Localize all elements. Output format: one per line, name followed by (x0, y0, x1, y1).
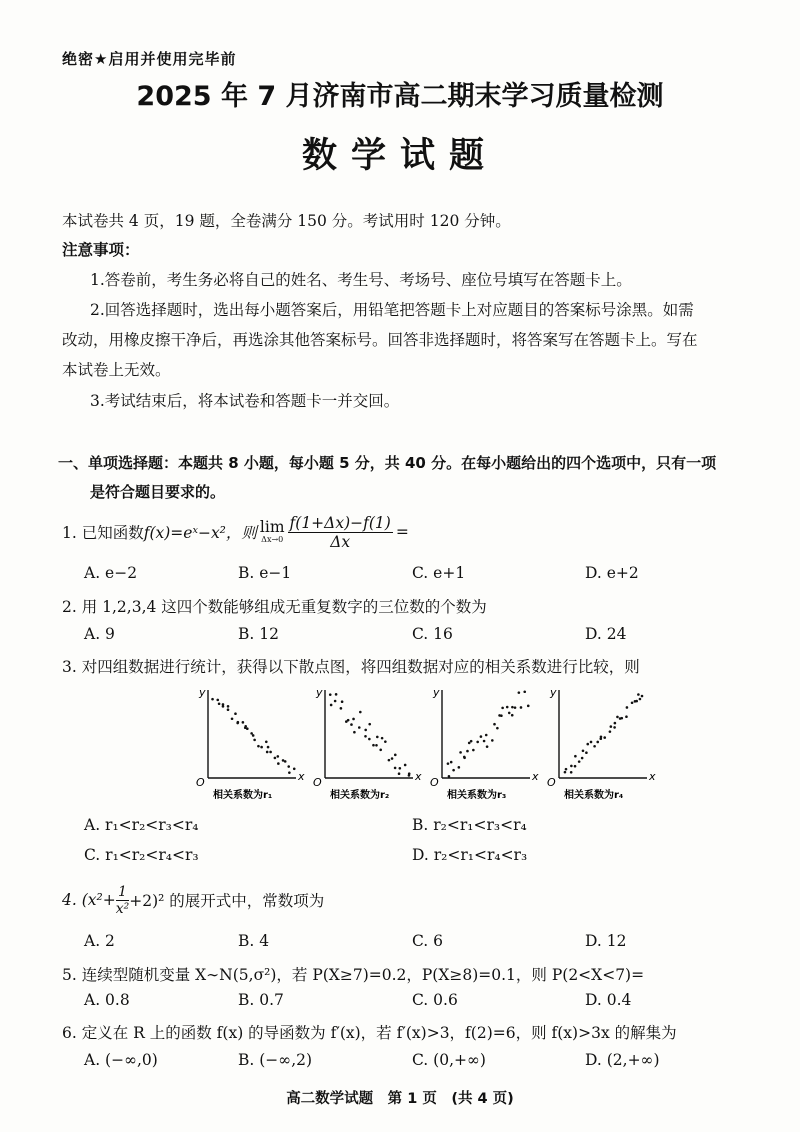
scatter-point (501, 707, 504, 710)
q1-option-a: A. e−2 (84, 564, 138, 582)
scatter-point (458, 766, 461, 769)
scatter-point (523, 690, 526, 693)
question-3-stem: 3. 对四组数据进行统计，获得以下散点图，将四组数据对应的相关系数进行比较，则 (62, 658, 640, 676)
notice-heading: 注意事项： (62, 241, 140, 259)
q4-option-c: C. 6 (412, 932, 444, 950)
scatter-point (570, 765, 573, 768)
scatter-point (376, 736, 379, 739)
scatter-point (593, 745, 596, 748)
scatter-point (277, 755, 280, 758)
scatter-point (330, 704, 333, 707)
scatter-point (450, 761, 453, 764)
scatter-point (511, 714, 514, 717)
scatter-point (626, 706, 629, 709)
scatter-point (603, 736, 606, 739)
q1-suffix: = (395, 523, 409, 541)
scatter-point (476, 741, 479, 744)
scatter-point (398, 772, 401, 775)
scatter-point (496, 727, 499, 730)
scatter-point (329, 693, 332, 696)
question-1-stem (62, 512, 409, 552)
scatter-point (399, 767, 402, 770)
scatter-point (483, 740, 486, 743)
plot-1-origin: O (196, 776, 205, 789)
scatter-point (459, 751, 462, 754)
plot-1-y-label: y (199, 686, 206, 699)
q2-option-c: C. 16 (412, 625, 453, 643)
q3-option-a: A. r₁<r₂<r₃<r₄ (84, 816, 199, 834)
scatter-point (288, 771, 291, 774)
exam-title: 2025 年 7 月济南市高二期末学习质量检测 (136, 81, 664, 112)
scatter-point (578, 760, 581, 763)
scatter-point (244, 725, 247, 728)
scatter-point (637, 693, 640, 696)
scatter-point (472, 749, 475, 752)
scatter-point (234, 712, 237, 715)
scatter-point (364, 735, 367, 738)
scatter-point (518, 691, 521, 694)
plot-4-y-label: y (550, 686, 557, 699)
scatter-point (596, 741, 599, 744)
q1-prefix: 1. 已知函数 (62, 524, 144, 542)
scatter-point (368, 723, 371, 726)
scatter-point (384, 740, 387, 743)
scatter-point (599, 737, 602, 740)
scatter-point (352, 718, 355, 721)
section-1-heading-cont: 是符合题目要求的。 (90, 483, 226, 501)
scatter-point (394, 767, 397, 770)
question-4-stem (62, 878, 324, 922)
scatter-point (613, 726, 616, 729)
q6-option-c: C. (0,+∞) (412, 1051, 486, 1069)
notice-item-2-line-2: 改动，用橡皮擦干净后，再选涂其他答案标号。回答非选择题时，将答案写在答题卡上。写在 (62, 331, 698, 349)
plot-2-origin: O (313, 776, 322, 789)
q3-option-b: B. r₂<r₁<r₃<r₄ (412, 816, 527, 834)
section-1-heading: 一、单项选择题：本题共 8 小题，每小题 5 分，共 40 分。在每小题给出的四个选项中，只有一项 (58, 454, 717, 472)
scatter-point (375, 744, 378, 747)
scatter-point (570, 771, 573, 774)
scatter-point (394, 754, 397, 757)
scatter-point (582, 750, 585, 753)
scatter-point (250, 732, 253, 735)
scatter-point (222, 705, 225, 708)
scatter-point (508, 712, 511, 715)
plot-3-origin: O (430, 776, 439, 789)
scatter-point (468, 742, 471, 745)
scatter-point (639, 698, 642, 701)
scatter-plot-1 (196, 686, 305, 801)
scatter-point (564, 771, 567, 774)
scatter-point (274, 757, 277, 760)
plot-3-y-label: y (433, 686, 440, 699)
scatter-point (391, 757, 394, 760)
q1-denominator: Δx (330, 532, 351, 551)
scatter-point (470, 740, 473, 743)
scatter-point (485, 734, 488, 737)
scatter-plot-3 (430, 686, 539, 801)
q4-denominator: x² (115, 900, 130, 917)
notice-item-1: 1.答卷前，考生务必将自己的姓名、考生号、考场号、座位号填写在答题卡上。 (90, 271, 632, 289)
q1-option-b: B. e−1 (238, 564, 292, 582)
plot-2-caption: 相关系数为r₂ (330, 790, 390, 801)
q4-numerator: 1 (116, 884, 130, 901)
scatter-point (347, 719, 350, 722)
scatter-point (340, 707, 343, 710)
scatter-point (257, 745, 260, 748)
scatter-point (381, 737, 384, 740)
q1-limit (260, 520, 285, 544)
scatter-point (231, 717, 234, 720)
scatter-point (287, 765, 290, 768)
plot-3-x-label: x (532, 770, 539, 783)
page-footer: 高二数学试题 第 1 页 (共 4 页) (286, 1091, 514, 1107)
scatter-point (334, 700, 337, 703)
q5-option-a: A. 0.8 (84, 991, 130, 1009)
notice-item-2-line-1: 2.回答选择题时，选出每小题答案后，用铅笔把答题卡上对应题目的答案标号涂黑。如需 (90, 301, 694, 319)
scatter-point (379, 749, 382, 752)
intro-text: 本试卷共 4 页，19 题，全卷满分 150 分。考试用时 120 分钟。 (62, 212, 511, 230)
scatter-point (616, 716, 619, 719)
scatter-point (514, 706, 517, 709)
subject-title: 数学试题 (301, 136, 498, 176)
scatter-point (358, 726, 361, 729)
plot-2-x-label: x (415, 770, 422, 783)
q2-option-a: A. 9 (84, 625, 115, 643)
scatter-plot-2 (313, 686, 422, 801)
plot-4-x-label: x (649, 770, 656, 783)
scatter-point (341, 700, 344, 703)
scatter-point (635, 700, 638, 703)
scatter-point (277, 762, 280, 765)
scatter-point (614, 722, 617, 725)
scatter-point (236, 722, 239, 725)
q1-option-d: D. e+2 (585, 564, 639, 582)
scatter-point (585, 751, 588, 754)
q1-lim-word: lim (259, 518, 285, 537)
scatter-point (246, 727, 249, 730)
confidential-label: 绝密★启用并使用完毕前 (62, 50, 237, 68)
scatter-point (408, 772, 411, 775)
scatter-point (466, 750, 469, 753)
q4-fraction (116, 884, 130, 917)
scatter-point (364, 729, 367, 732)
q4-option-d: D. 12 (585, 932, 627, 950)
scatter-point (252, 734, 255, 737)
scatter-point (447, 762, 450, 765)
q5-option-c: C. 0.6 (412, 991, 458, 1009)
q4-option-b: B. 4 (238, 932, 270, 950)
q6-option-d: D. (2,+∞) (585, 1051, 660, 1069)
scatter-point (266, 751, 269, 754)
scatter-point (625, 715, 628, 718)
scatter-point (500, 714, 503, 717)
scatter-point (590, 741, 593, 744)
scatter-point (565, 768, 568, 771)
scatter-point (335, 693, 338, 696)
scatter-point (372, 744, 375, 747)
question-6-stem: 6. 定义在 R 上的函数 f(x) 的导函数为 f′(x)，若 f′(x)>3，f(2)=6，则 f(x)>3x 的解集为 (62, 1024, 677, 1042)
q3-option-c: C. r₁<r₂<r₄<r₃ (84, 846, 199, 864)
q1-fraction (288, 514, 393, 551)
scatter-point (491, 739, 494, 742)
q1-lim-sub: Δx→0 (261, 534, 284, 544)
scatter-point (586, 743, 589, 746)
scatter-point (480, 735, 483, 738)
q1-numerator: f(1+Δx)−f(1) (289, 513, 391, 532)
scatter-point (452, 769, 455, 772)
q6-option-b: B. (−∞,2) (238, 1051, 313, 1069)
plot-1-caption: 相关系数为r₁ (213, 790, 273, 801)
q5-option-d: D. 0.4 (585, 991, 632, 1009)
scatter-point (620, 717, 623, 720)
scatter-point (211, 698, 214, 701)
question-2-stem: 2. 用 1,2,3,4 这四个数能够组成无重复数字的三位数的个数为 (62, 598, 487, 616)
scatter-point (486, 745, 489, 748)
scatter-point (265, 740, 268, 743)
scatter-point (520, 706, 523, 709)
q3-option-d: D. r₂<r₁<r₄<r₃ (412, 846, 528, 864)
scatter-point (574, 755, 577, 758)
q5-option-b: B. 0.7 (238, 991, 284, 1009)
plot-4-origin: O (547, 776, 556, 789)
scatter-point (267, 746, 270, 749)
scatter-point (631, 701, 634, 704)
scatter-point (404, 764, 407, 767)
scatter-point (506, 706, 509, 709)
scatter-point (293, 767, 296, 770)
question-5-stem: 5. 连续型随机变量 X∼N(5,σ²)，若 P(X≥7)=0.2，P(X≥8)=0.1，则 P(2<X<7)= (62, 966, 645, 984)
scatter-point (574, 765, 577, 768)
scatter-point (641, 695, 644, 698)
scatter-point (448, 775, 451, 778)
scatter-point (216, 699, 219, 702)
scatter-point (284, 760, 287, 763)
scatter-point (227, 708, 230, 711)
scatter-point (242, 721, 245, 724)
plot-2-y-label: y (316, 686, 323, 699)
scatter-point (218, 702, 221, 705)
scatter-point (253, 739, 256, 742)
scatter-point (350, 723, 353, 726)
q4-prefix: 4. (x²+ (62, 891, 116, 909)
plot-3-caption: 相关系数为r₃ (447, 790, 507, 801)
scatter-point (610, 725, 613, 728)
scatter-point (227, 705, 230, 708)
notice-item-3: 3.考试结束后，将本试卷和答题卡一并交回。 (90, 392, 400, 410)
scatter-point (269, 751, 272, 754)
scatter-plot-4 (547, 686, 656, 801)
scatter-point (368, 738, 371, 741)
scatter-point (511, 706, 514, 709)
q1-option-c: C. e+1 (412, 564, 466, 582)
scatter-point (359, 711, 362, 714)
notice-item-2-line-3: 本试卷上无效。 (62, 361, 171, 379)
scatter-plots-figure (190, 680, 656, 805)
q4-option-a: A. 2 (84, 932, 115, 950)
scatter-point (463, 756, 466, 759)
q2-option-b: B. 12 (238, 625, 279, 643)
q4-suffix: +2)² 的展开式中，常数项为 (129, 892, 325, 910)
scatter-point (353, 731, 356, 734)
q6-option-a: A. (−∞,0) (84, 1051, 158, 1069)
scatter-point (388, 759, 391, 762)
scatter-point (609, 730, 612, 733)
q1-function: f(x)=eˣ−x²，则 (143, 524, 257, 542)
scatter-point (581, 757, 584, 760)
plot-4-caption: 相关系数为r₄ (564, 790, 624, 801)
scatter-point (493, 723, 496, 726)
scatter-point (527, 705, 530, 708)
q2-option-d: D. 24 (585, 625, 627, 643)
plot-1-x-label: x (298, 770, 305, 783)
scatter-point (260, 746, 263, 749)
